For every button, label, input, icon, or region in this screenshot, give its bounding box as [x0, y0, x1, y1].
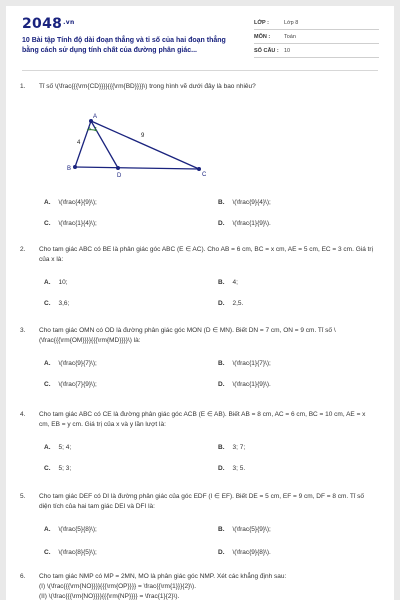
option-text: \(\frac{9}{4}\); — [232, 199, 271, 206]
option-text: \(\frac{5}{8}\); — [58, 526, 97, 533]
label-c: C — [202, 172, 207, 178]
option-text: \(\frac{1}{7}\); — [232, 360, 271, 367]
option-label: A. — [44, 279, 51, 286]
option-label: D. — [218, 465, 225, 472]
meta-count-row — [254, 44, 379, 58]
option-label: B. — [218, 199, 225, 206]
option-a[interactable] — [44, 198, 97, 208]
question-4 — [20, 410, 380, 480]
question-text: Cho tam giác ABC có BE là phân giác góc ABC (E ∈ AC). Cho AB = 6 cm, BC = x cm, AE = 5 cm, EC = 3 cm. Giá trị của x là: — [39, 246, 374, 263]
meta-count-label: SỐ CÂU : — [254, 47, 279, 54]
option-a[interactable] — [44, 525, 97, 535]
question-5 — [20, 492, 380, 562]
question-2 — [20, 245, 380, 315]
option-text: 10; — [58, 279, 68, 286]
worksheet-page — [6, 6, 394, 600]
angle-mark — [87, 130, 97, 131]
meta-class-value: Lớp 8 — [284, 19, 299, 26]
option-text: \(\frac{1}{9}\). — [232, 381, 271, 388]
option-a[interactable] — [44, 443, 71, 453]
worksheet-title: 10 Bài tập Tính độ dài đoạn thẳng và tỉ số của hai đoạn thẳng bằng cách sử dụng tính chất của đường phân giác... — [22, 37, 226, 54]
option-d[interactable] — [218, 464, 245, 474]
option-b[interactable] — [218, 359, 271, 369]
question-text: Cho tam giác NMP có MP = 2MN, MO là phân giác góc NMP. Xét các khẳng định sau: — [39, 573, 287, 580]
option-text: 4; — [232, 279, 238, 286]
option-c[interactable] — [44, 548, 97, 558]
option-d[interactable] — [218, 380, 271, 390]
option-label: C. — [44, 300, 51, 307]
option-text: 3; 7; — [232, 444, 246, 451]
bisector-ad — [91, 121, 118, 168]
option-label: B. — [218, 526, 225, 533]
question-text: Tỉ số \(\frac{{{\rm{CD}}}}{{{\rm{BD}}}}\) trong hình vẽ dưới đây là bao nhiêu? — [39, 83, 256, 90]
question-text: Cho tam giác ABC có CE là đường phân giác góc ACB (E ∈ AB). Biết AB = 8 cm, AC = 6 cm, BC = 10 cm, AE = x cm, EB = y cm. Giá trị của x và y lần lượt là: — [39, 411, 366, 428]
label-ac-length: 9 — [141, 133, 145, 139]
option-text: 5; 4; — [58, 444, 72, 451]
question-number: 5. — [20, 493, 26, 500]
option-text: \(\frac{5}{9}\); — [232, 526, 271, 533]
option-b[interactable] — [218, 525, 271, 535]
option-label: A. — [44, 526, 51, 533]
option-text: 3; 5. — [232, 465, 246, 472]
point-d — [116, 166, 120, 170]
meta-subject-label: MÔN : — [254, 33, 271, 40]
point-c — [197, 167, 201, 171]
option-d[interactable] — [218, 299, 243, 309]
option-c[interactable] — [44, 464, 71, 474]
option-text: \(\frac{9}{7}\); — [58, 360, 97, 367]
option-d[interactable] — [218, 219, 271, 229]
question-text: Cho tam giác OMN có OD là đường phân giác góc MON (D ∈ MN). Biết DN = 7 cm, ON = 9 cm. Tỉ số \(\frac{{{\rm{OM}}}}{{{\rm{MD}}}}\) là: — [39, 327, 336, 344]
meta-class-label: LỚP : — [254, 19, 269, 26]
option-label: D. — [218, 300, 225, 307]
question-1 — [20, 82, 380, 227]
statement-2: (II) \(\frac{{{\rm{NO}}}}{{{\rm{NP}}}} = \frac{1}{2}\). — [39, 593, 180, 600]
option-a[interactable] — [44, 359, 97, 369]
option-label: A. — [44, 360, 51, 367]
option-text: \(\frac{1}{9}\). — [232, 220, 271, 227]
meta-class-row — [254, 16, 379, 30]
question-number: 2. — [20, 246, 26, 253]
question-text: Cho tam giác DEF có DI là đường phân giác của góc EDF (I ∈ EF). Biết DE = 5 cm, EF = 9 cm, DF = 8 cm. Tỉ số diện tích của hai tam giác DEI và DFI là: — [39, 493, 365, 510]
side-ac — [91, 121, 199, 169]
meta-count-value: 10 — [284, 47, 291, 54]
label-d: D — [117, 173, 122, 179]
option-b[interactable] — [218, 198, 271, 208]
label-ab-length: 4 — [77, 140, 81, 146]
option-label: C. — [44, 381, 51, 388]
meta-subject-value: Toán — [284, 33, 296, 40]
option-text: 2,5. — [232, 300, 244, 307]
option-c[interactable] — [44, 380, 97, 390]
option-label: D. — [218, 220, 225, 227]
option-label: C. — [44, 465, 51, 472]
option-text: 5; 3; — [58, 465, 72, 472]
site-logo[interactable] — [22, 16, 75, 32]
option-text: 3,6; — [58, 300, 70, 307]
option-label: A. — [44, 444, 51, 451]
point-b — [73, 165, 77, 169]
option-label: B. — [218, 444, 225, 451]
option-c[interactable] — [44, 219, 97, 229]
option-text: \(\frac{7}{9}\); — [58, 381, 97, 388]
question-number: 6. — [20, 573, 26, 580]
question-number: 3. — [20, 327, 26, 334]
question-3 — [20, 326, 380, 396]
option-label: D. — [218, 549, 225, 556]
option-a[interactable] — [44, 278, 68, 288]
triangle-figure — [60, 110, 220, 180]
option-label: C. — [44, 220, 51, 227]
logo-text: 2048 — [22, 16, 63, 32]
option-b[interactable] — [218, 443, 245, 453]
page-header — [6, 6, 394, 70]
statement-1: (I) \(\frac{{{\rm{NO}}}}{{{\rm{OP}}}} = \frac{{\rm{1}}}{2}\). — [39, 583, 197, 590]
option-text: \(\frac{1}{4}\); — [58, 220, 97, 227]
option-d[interactable] — [218, 548, 271, 558]
side-bc — [75, 167, 199, 169]
option-label: D. — [218, 381, 225, 388]
option-b[interactable] — [218, 278, 238, 288]
meta-subject-row — [254, 30, 379, 44]
option-label: C. — [44, 549, 51, 556]
label-a: A — [93, 114, 98, 120]
option-c[interactable] — [44, 299, 69, 309]
header-divider — [22, 70, 378, 71]
option-label: A. — [44, 199, 51, 206]
question-6 — [20, 572, 380, 600]
option-label: B. — [218, 360, 225, 367]
option-text: \(\frac{4}{9}\); — [58, 199, 97, 206]
question-number: 1. — [20, 83, 26, 90]
worksheet-meta — [254, 16, 379, 58]
option-text: \(\frac{8}{5}\); — [58, 549, 97, 556]
label-b: B — [67, 166, 72, 172]
option-label: B. — [218, 279, 225, 286]
option-text: \(\frac{9}{8}\). — [232, 549, 271, 556]
question-number: 4. — [20, 411, 26, 418]
logo-suffix: .vn — [63, 19, 75, 26]
